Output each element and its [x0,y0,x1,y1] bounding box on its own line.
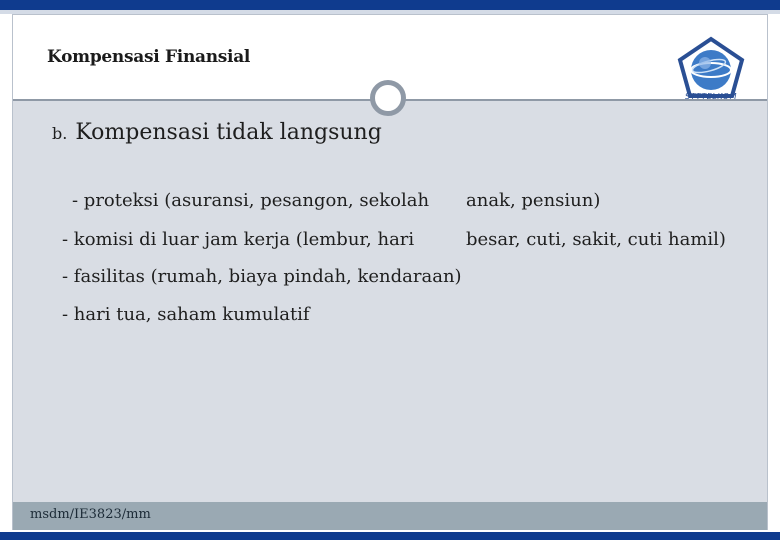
bullet-item: - proteksi (asuransi, pesangon, sekolah [72,190,430,211]
bullet-item: - fasilitas (rumah, biaya pindah, kendaraan) [62,266,462,287]
logo-caption: STTTELKOM [685,92,737,101]
top-accent-bar [0,0,780,10]
circle-ornament-icon [370,80,406,116]
subheading-text: Kompensasi tidak langsung [75,120,382,145]
bullet-item: - hari tua, saham kumulatif [62,304,310,325]
footer-course-code: msdm/IE3823/mm [30,507,151,522]
slide-title: Kompensasi Finansial [47,47,251,67]
subheading-label: b. [52,124,68,143]
section-subheading [52,120,382,145]
bottom-accent-bar [0,532,780,540]
bullet-item-continuation: anak, pensiun) [466,190,601,211]
bullet-item-continuation: besar, cuti, sakit, cuti hamil) [466,229,726,250]
bullet-item: - komisi di luar jam kerja (lembur, hari [62,229,415,250]
